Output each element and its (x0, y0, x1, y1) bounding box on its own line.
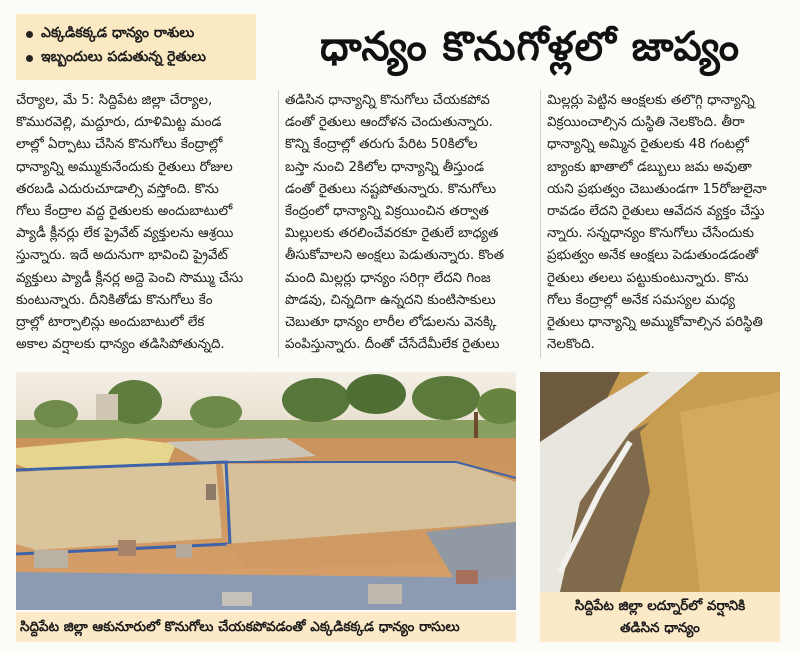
text-line: డంతో రైతులు నష్టపోతున్నారు. కొనుగోలు (285, 181, 497, 197)
text-line: న్నారు. సన్నధాన్యం కొనుగోలు చేసేందుకు (547, 226, 755, 242)
text-line: ధాన్యాన్ని అమ్ముకునేందుకు రైతులు రోజుల (16, 159, 233, 175)
highlight-text: ఎక్కడికక్కడ ధాన్యం రాశులు (41, 24, 195, 41)
text-line: అకాల వర్షాలకు ధాన్యం తడిసిపోతున్నది. (16, 337, 225, 353)
text-line: తరబడి ఎదురుచూడాల్సి వస్తోంది. కొను (16, 181, 219, 197)
text-line: రైతులు ధాన్యాన్ని అమ్ముకోవాల్సిన పరిస్థితి (547, 315, 763, 331)
text-line: మిల్లులకు తరలించేవరకూ రైతులే బాధ్యత (285, 226, 499, 242)
text-line: నెలకొంది. (547, 337, 595, 353)
text-line: గోలు కేంద్రాల వద్ద రైతులకు అందుబాటులో (16, 204, 233, 220)
caption-line: తడిసిన ధాన్యం (620, 620, 700, 636)
text-line: ప్రభుత్వం అనేక ఆంక్షలు పెడుతుండడంతో (547, 248, 759, 264)
text-line: కొమురవెల్లి, మద్దూరు, దూళిమిట్ట మండ (16, 115, 222, 131)
grain-heaps-photo-art (16, 372, 516, 610)
grain-heaps-photo (16, 372, 516, 610)
text-line: రావడం లేదని రైతులు ఆవేదన వ్యక్తం చేస్తు (547, 204, 765, 220)
text-line: ధాన్యాన్ని అమ్మిన రైతులకు 48 గంటల్లో (547, 137, 749, 153)
article-column-3 (540, 90, 796, 358)
text-line: కేంద్రంలో ధాన్యాన్ని విక్రయించిన తర్వాత (285, 204, 489, 220)
text-line: వ్యక్తులు ప్యాడీ క్లీనర్ల అద్దె పెంచి సొమ్ము చేసు (16, 270, 244, 286)
text-line: మిల్లర్లు పెట్టిన ఆంక్షలకు తలొగ్గి ధాన్యాన్ని (547, 93, 755, 108)
text-line: చెబుతూ ధాన్యం లారీల లోడులను వెనక్కి (285, 315, 497, 331)
text-line: స్తున్నారు. ఇదే అదునుగా భావించి ప్రైవేట్ (16, 248, 228, 264)
article-column-2 (278, 90, 534, 358)
highlight-text: ఇబ్బందులు పడుతున్న రైతులు (41, 48, 206, 65)
photo-caption (540, 592, 780, 642)
highlight-item (26, 46, 246, 70)
bullet-icon (26, 31, 33, 38)
text-line: తడిసిన ధాన్యాన్ని కొనుగోలు చేయకపోవ (285, 93, 490, 108)
article-column-1 (16, 90, 272, 358)
text-line: మంది మిల్లర్లు ధాన్యం సరిగ్గా లేదని గింజ (285, 270, 491, 286)
text-line: పొడవు, చిన్నదిగా ఉన్నదని కుంటిసాకులు (285, 292, 496, 308)
caption-line: సిద్దిపేట జిల్లా లద్నూర్‌లో వర్షానికి (574, 598, 746, 614)
bullet-icon (26, 55, 33, 62)
text-line: బ్యాంకు ఖాతాలో డబ్బులు జమ అవుతా (547, 159, 752, 175)
text-line: బస్తా నుంచి 2కిలోల ధాన్యాన్ని తీస్తుండ (285, 159, 484, 175)
text-line: విక్రయించాల్సిన దుస్థితి నెలకొంది. తీరా (547, 115, 745, 131)
text-line: ద్రాల్లో టార్పాలిన్లు అందుబాటులో లేక (16, 315, 205, 331)
text-line: కొన్ని కేంద్రాల్లో తరుగు పేరిట 50కిలోల (285, 137, 478, 153)
text-line: లాల్లో ఏర్పాటు చేసిన కొనుగోలు కేంద్రాల్లో (16, 137, 223, 153)
wet-grain-photo-art (540, 372, 780, 592)
text-line: పంపిస్తున్నారు. దీంతో చేసేదేమీలేక రైతులు (285, 337, 500, 353)
text-line: కుంటున్నారు. దీనికితోడు కొనుగోలు కేం (16, 292, 213, 308)
highlight-item (26, 22, 246, 46)
text-line: యని ప్రభుత్వం చెబుతుండగా 15రోజులైనా (547, 181, 767, 197)
wet-grain-photo (540, 372, 780, 592)
text-line: తీసుకోవాలని అంక్షలు పెడుతున్నారు. కొంత (285, 248, 505, 264)
text-line: గోలు కేంద్రాల్లో అనేక సమస్యల మధ్య (547, 292, 736, 308)
headline: ధాన్యం కొనుగోళ్లలో జాప్యం (320, 24, 740, 70)
text-line: ప్యాడీ క్లీనర్లు లేక ప్రైవేట్ వ్యక్తులను ఆశ్రయి (16, 226, 234, 242)
photo-caption: సిద్దిపేట జిల్లా ఆకునూరులో కొనుగోలు చేయకపోవడంతో ఎక్కడికక్కడ ధాన్యం రాసులు (16, 612, 516, 642)
highlights-box (16, 14, 256, 80)
text-line: రైతులు తలలు పట్టుకుంటున్నారు. కొను (547, 270, 749, 286)
text-line: చేర్యాల, మే 5: సిద్దిపేట జిల్లా చేర్యాల, (16, 93, 213, 108)
text-line: డంతో రైతులు ఆందోళన చెందుతున్నారు. (285, 115, 493, 131)
